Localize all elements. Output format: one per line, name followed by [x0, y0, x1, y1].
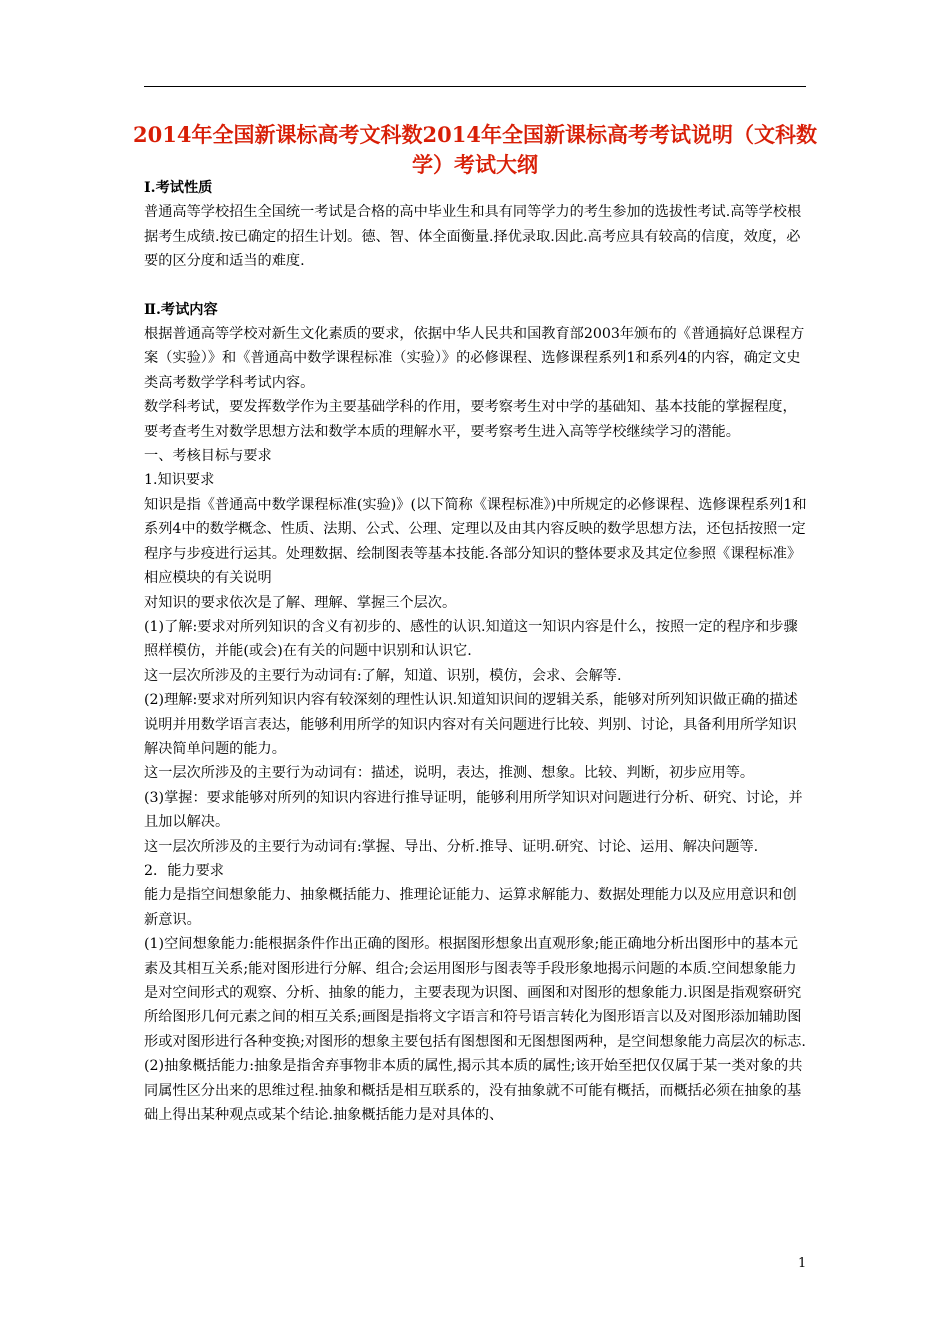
paragraph: 这一层次所涉及的主要行为动词有：描述，说明，表达，推测、想象。比较、判断，初步应用等。	[144, 765, 755, 782]
paragraph: 知识是指《普通高中数学课程标准(实验)》(以下简称《课程标准》)中所规定的必修课程、选修课程系列1和系列4中的数学概念、性质、法期、公式、公理、定理以及由其内容反映的数学思想方法，还包括按照一定程序与步疫进行运其。处理数据、绘制图表等基本技能.各部分知识的整体要求及其定位参照《课程标准》相应模块的有关说明	[144, 496, 807, 587]
paragraph: (2)理解:要求对所列知识内容有较深刻的理性认识.知道知识间的逻辑关系，能够对所列知识做正确的描述说明并用数学语言表达，能够利用所学的知识内容对有关问题进行比较、判别、讨论，具备利用所学知识解决简单问题的能力。	[144, 692, 798, 757]
section-heading-exam-nature: I.考试性质	[144, 180, 213, 196]
header-rule	[144, 86, 806, 87]
paragraph: 根据普通高等学校对新生文化素质的要求，依据中华人民共和国教育部2003年颁布的《普通搞好总课程方案（实验）》和《普通高中数学课程标准（实验）》的必修课程、选修课程系列1和系列4的内容，确定文史类高考数学学科考试内容。	[144, 326, 805, 391]
subheading: 1.知识要求	[144, 472, 215, 489]
document-body	[144, 176, 808, 1127]
subheading: 2．能力要求	[144, 862, 224, 879]
paragraph: (2)抽象概括能力:抽象是指舍弃事物非本质的属性,揭示其本质的属性;该开始至把仅仅属于某一类对象的共同属性区分出来的思维过程.抽象和概括是相互联系的，没有抽象就不可能有概括，而概括必须在抽象的基础上得出某种观点或某个结论.抽象概括能力是对具体的、	[144, 1058, 803, 1124]
paragraph: 普通高等学校招生全国统一考试是合格的高中毕业生和具有同等学力的考生参加的选拔性考试.高等学校根据考生成绩.按已确定的招生计划。德、智、体全面衡量.择优录取.因此.高考应具有较高的信度，效度，必要的区分度和适当的难度.	[144, 204, 802, 270]
subheading: 一、考核目标与要求	[144, 448, 272, 465]
paragraph: (1)空间想象能力:能根据条件作出正确的图形。根据图形想象出直观形象;能正确地分析出图形中的基本元素及其相互关系;能对图形进行分解、组合;会运用图形与图表等手段形象地揭示问题的本质.空间想象能力是对空间形式的观察、分析、抽象的能力，主要表现为识图、画图和对图形的想象能力.识图是指观察研究所给图形几何元素之间的相互关系;画图是指将文字语言和符号语言转化为图形语言以及对图形添加辅助图形或对图形进行各种变换;对图形的想象主要包括有图想图和无图想图两种，是空间想象能力高层次的标志.	[144, 936, 806, 1050]
paragraph: (1)了解:要求对所列知识的含义有初步的、感性的认识.知道这一知识内容是什么，按照一定的程序和步骤照样模仿，并能(或会)在有关的问题中识别和认识它.	[144, 618, 798, 660]
paragraph: 对知识的要求依次是了解、理解、掌握三个层次。	[144, 594, 457, 611]
page-number: 1	[798, 1256, 807, 1271]
section-heading-exam-content: Ⅱ.考试内容	[144, 301, 218, 318]
spacer	[144, 274, 808, 298]
paragraph: (3)掌握：要求能够对所列的知识内容进行推导证明，能够利用所学知识对问题进行分析、研究、讨论，并且加以解决。	[144, 789, 803, 831]
paragraph: 这一层次所涉及的主要行为动词有:了解，知道、识别，模仿，会求、会解等.	[144, 667, 622, 684]
paragraph: 这一层次所涉及的主要行为动词有:掌握、导出、分析.推导、证明.研究、讨论、运用、解决问题等.	[144, 838, 759, 855]
paragraph: 能力是指空间想象能力、抽象概括能力、推理论证能力、运算求解能力、数据处理能力以及应用意识和创新意识。	[144, 887, 797, 928]
paragraph: 数学科考试，要发挥数学作为主要基础学科的作用，要考察考生对中学的基础知、基本技能的掌握程度，要考查考生对数学思想方法和数学本质的理解水平，要考察考生进入高等学校继续学习的潜能。	[144, 399, 797, 440]
document-title: 2014年全国新课标高考文科数2014年全国新课标高考考试说明（文科数学）考试大纲	[133, 122, 817, 177]
